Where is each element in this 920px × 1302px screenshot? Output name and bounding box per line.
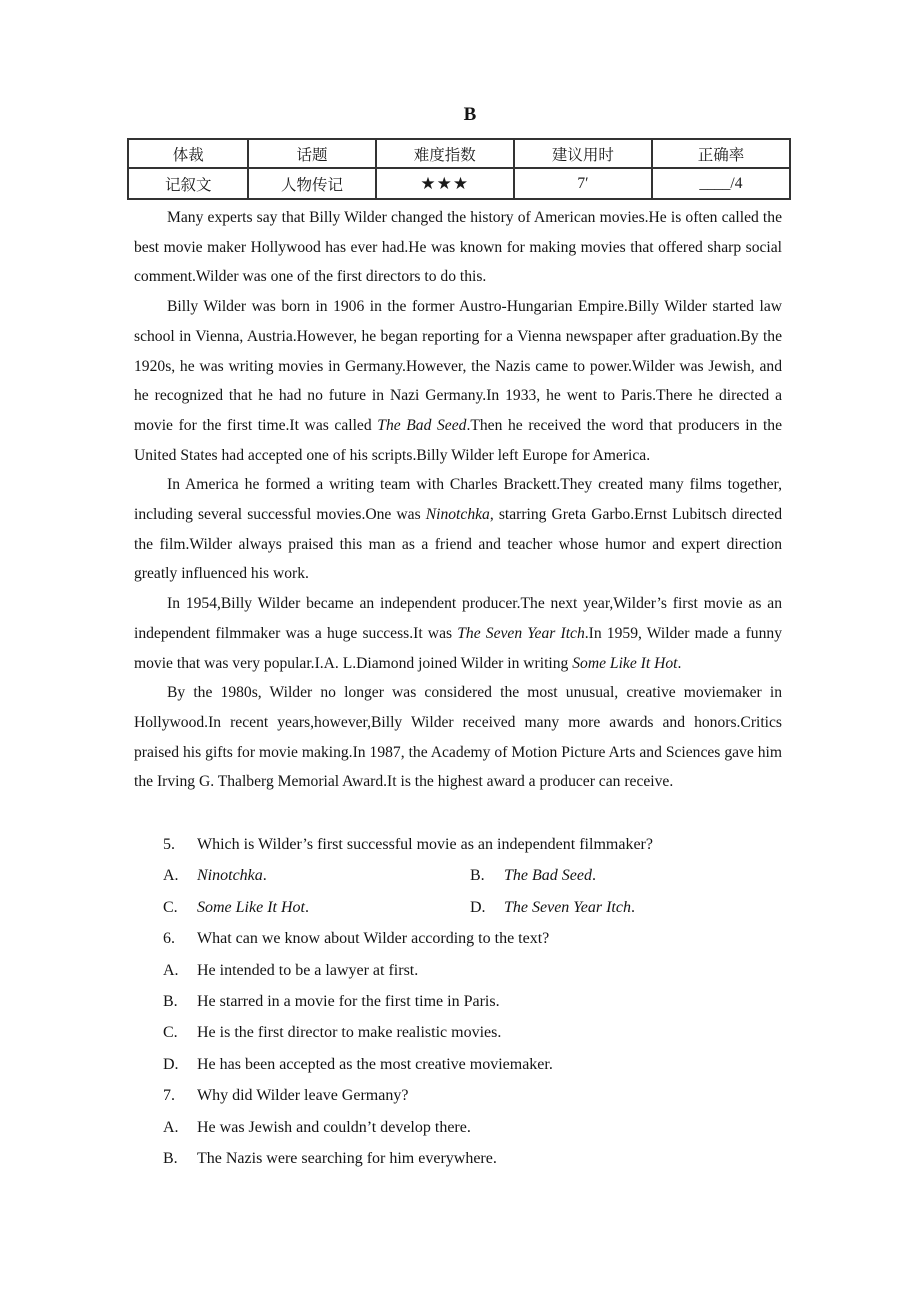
- passage-paragraph: [134, 203, 782, 292]
- answer-option: [163, 955, 782, 986]
- text-run: .: [591, 867, 596, 885]
- info-header-difficulty: 难度指数: [376, 139, 514, 168]
- option-letter: A.: [163, 1118, 179, 1136]
- answer-option: [470, 860, 782, 891]
- info-value-suggested-time: 7′: [514, 168, 652, 199]
- text-run: , starring Greta Garbo.Ernst Lubitsch directed the film.Wilder always praised this man as a friend and teacher whose humor and expert direction greatly influenced his work.: [134, 506, 782, 583]
- movie-title: The Seven Year Itch: [457, 624, 585, 642]
- text-run: He is the first director to make realistic movies.: [197, 1024, 502, 1042]
- question-text: Why did Wilder leave Germany?: [197, 1087, 409, 1105]
- option-letter: A.: [163, 961, 179, 979]
- passage-paragraph: [134, 470, 782, 589]
- options-list: [134, 1112, 782, 1175]
- answer-option: [163, 1143, 782, 1174]
- movie-title: Some Like It Hot: [572, 654, 678, 672]
- question-number: 5.: [163, 836, 175, 853]
- info-value-topic: 人物传记: [248, 168, 375, 199]
- text-run: In America he formed a writing team with Charles Brackett.They created many films together, including several successful movies.One was: [134, 476, 782, 524]
- info-header-topic: 话题: [248, 139, 375, 168]
- text-run: .In 1959, Wilder made a funny movie that was very popular.I.A. L.Diamond joined Wilder in writing: [134, 624, 782, 672]
- info-value-difficulty-stars: ★★★: [376, 168, 514, 199]
- text-run: .Then he received the word that producers in the United States had accepted one of his scripts.Billy Wilder left Europe for America.: [134, 416, 782, 464]
- text-run: He starred in a movie for the first time in Paris.: [197, 993, 500, 1011]
- text-run: .: [262, 867, 267, 885]
- passage-paragraph: [134, 589, 782, 678]
- info-header-suggested-time: 建议用时: [514, 139, 652, 168]
- answer-option: [163, 1017, 782, 1048]
- text-run: Billy Wilder was born in 1906 in the former Austro-Hungarian Empire.Billy Wilder started law school in Vienna, Austria.However, he began reporting for a Vienna newspaper after graduation.By the 1920s, he was writing movies in Germany.However, the Nazis came to power.Wilder was Jewish, and he recognized that he had no future in Nazi Germany.In 1933, he went to Paris.There he directed a movie for the first time.It was called: [134, 298, 782, 434]
- option-letter: C.: [163, 898, 178, 916]
- question-prompt: [134, 1080, 782, 1111]
- movie-title: Ninotchka: [425, 506, 490, 524]
- answer-option: [470, 892, 782, 923]
- info-value-genre: 记叙文: [128, 168, 248, 199]
- info-header-row: [128, 139, 790, 168]
- text-run: The Nazis were searching for him everywhere.: [197, 1150, 497, 1168]
- passage-paragraph: [134, 292, 782, 470]
- info-header-accuracy: 正确率: [652, 139, 790, 168]
- option-letter: B.: [470, 867, 485, 885]
- answer-option: [163, 1049, 782, 1080]
- options-list: [134, 860, 782, 923]
- text-run: .: [630, 898, 635, 916]
- passage-paragraph: [134, 678, 782, 797]
- text-run: In 1954,Billy Wilder became an independent producer.The next year,Wilder’s first movie as an independent filmmaker was a huge success.It was: [134, 595, 782, 642]
- options-list: [134, 955, 782, 1081]
- question-prompt: [134, 829, 782, 860]
- passage-info-table: [127, 138, 791, 200]
- option-letter: C.: [163, 1024, 178, 1042]
- info-header-genre: 体裁: [128, 139, 248, 168]
- text-run: He was Jewish and couldn’t develop there.: [197, 1118, 471, 1136]
- movie-title: Some Like It Hot: [197, 898, 305, 916]
- movie-title: The Bad Seed: [377, 416, 467, 434]
- answer-option: [163, 986, 782, 1017]
- questions-section: [134, 829, 782, 1174]
- text-run: He intended to be a lawyer at first.: [197, 961, 419, 979]
- text-run: .: [304, 898, 309, 916]
- option-letter: D.: [163, 1055, 179, 1073]
- reading-passage: [134, 203, 782, 797]
- option-letter: A.: [163, 867, 179, 885]
- answer-option: [163, 1112, 782, 1143]
- movie-title: The Seven Year Itch: [504, 898, 631, 916]
- text-run: He has been accepted as the most creative moviemaker.: [197, 1055, 553, 1073]
- question-prompt: [134, 923, 782, 954]
- question-number: 6.: [163, 930, 175, 948]
- movie-title: Ninotchka: [197, 867, 263, 885]
- answer-option: [163, 860, 470, 891]
- movie-title: The Bad Seed: [504, 867, 592, 885]
- option-letter: B.: [163, 1150, 178, 1168]
- question-text: What can we know about Wilder according to the text?: [197, 930, 550, 948]
- option-letter: D.: [470, 898, 486, 916]
- text-run: By the 1980s, Wilder no longer was considered the most unusual, creative moviemaker in Hollywood.In recent years,however,Billy Wilder received many more awards and honors.Critics praised his gifts for movie making.In 1987, the Academy of Motion Picture Arts and Sciences gave him the Irving G. Thalberg Memorial Award.It is the highest award a producer can receive.: [134, 684, 782, 791]
- option-letter: B.: [163, 993, 178, 1011]
- section-label: B: [463, 104, 477, 125]
- question-text: Which is Wilder’s first successful movie as an independent filmmaker?: [197, 836, 653, 853]
- answer-option: [163, 892, 470, 923]
- info-value-row: [128, 168, 790, 199]
- text-run: Many experts say that Billy Wilder changed the history of American movies.He is often called the best movie maker Hollywood has ever had.He was known for making movies that offered sharp social comment.Wilder was one of the first directors to do this.: [134, 209, 782, 286]
- question-number: 7.: [163, 1087, 175, 1105]
- text-run: .: [677, 654, 682, 672]
- info-value-accuracy-blank: ____/4: [652, 168, 790, 199]
